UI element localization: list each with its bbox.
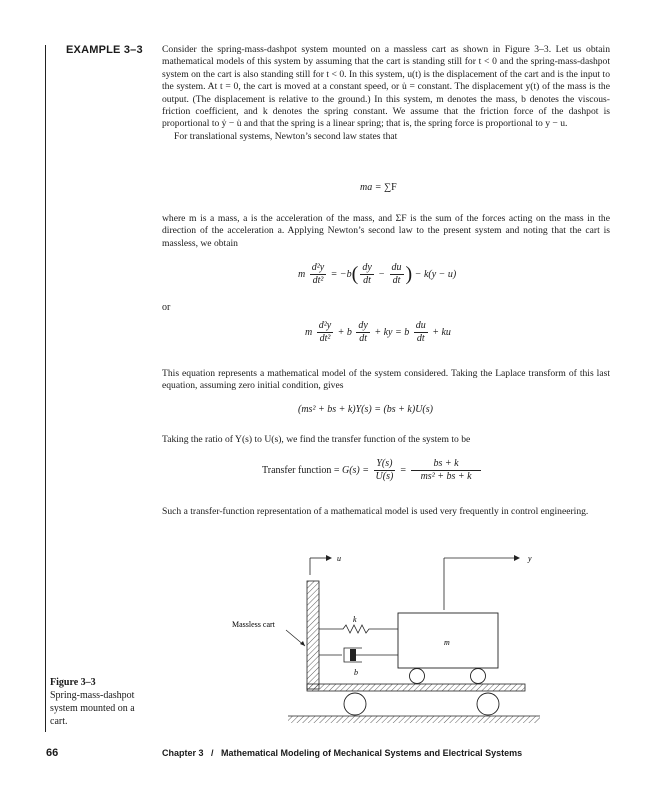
label-b: b <box>354 668 358 677</box>
ratio-text: Taking the ratio of Y(s) to U(s), we find the transfer function of the system to be <box>162 434 471 445</box>
label-m: m <box>444 638 450 647</box>
figure-caption <box>50 676 150 728</box>
dashpot <box>319 648 398 662</box>
displacement-u-arrow <box>310 555 332 575</box>
spring <box>319 625 398 633</box>
displacement-y-arrow <box>444 555 520 610</box>
figure-number: Figure 3–3 <box>50 677 96 688</box>
equation-2: m $\frac{\text{d²y}}{\text{dt²}}$ + b $\frac{dy}{dt}$ + ky = b $\frac{du}{dt}$ + ku <box>305 320 451 344</box>
transfer-function-equation: Transfer function = G(s) = $\frac{Y(s)}{U(s)}$ = $\frac{bs + k}{\text{ms² + bs + k}}$ <box>262 458 483 483</box>
cart-wheel-left <box>344 693 366 715</box>
cart-wall <box>307 581 319 689</box>
label-massless-cart: Massless cart <box>232 620 275 629</box>
laplace-text: This equation represents a mathematical model of the system considered. Taking the Laplace transform of this last equation, assuming zero initial condition, gives <box>162 368 610 392</box>
label-y: y <box>528 554 532 563</box>
laplace-equation: (ms² + bs + k)Y(s) = (bs + k)U(s) <box>298 404 433 415</box>
chapter-footer: Chapter 3 / Mathematical Modeling of Mechanical Systems and Electrical Systems <box>162 748 523 758</box>
where-paragraph <box>162 213 610 250</box>
intro-text: Consider the spring-mass-dashpot system mounted on a massless cart as shown in Figure 3–3. Let us obtain mathematical models of this system by assuming that the cart is standing still for t < 0 and the spring-mass-dashpot system on the cart is also standing still for t < 0. In this system, u(t) is the displacement of the cart and is the input to the system. At t = 0, the cart is moved at a constant speed, or u̇ = constant. The displacement y(t) of the mass is the output. (The displacement is relative to the ground.) In this system, m denotes the mass, b denotes the viscous-friction coefficient, and k denotes the spring constant. We assume that the friction force of the dashpot is proportional to ẏ − u̇ and that the spring is a linear spring; that is, the spring force is proportional to y − u. <box>162 44 610 130</box>
intro-paragraph <box>162 44 610 143</box>
label-k: k <box>353 615 357 624</box>
closing-text: Such a transfer-function representation of a mathematical model is used very frequently in control engineering. <box>162 506 589 517</box>
where-text: where m is a mass, a is the acceleration of the mass, and ΣF is the sum of the forces acting on the mass in the direction of the acceleration a. Applying Newton’s second law to the present system and noting that the cart is massless, we obtain <box>162 213 610 249</box>
mass-roller-right <box>471 669 486 684</box>
laplace-paragraph <box>162 368 610 393</box>
cart-wheel-right <box>477 693 499 715</box>
example-label: EXAMPLE 3–3 <box>66 44 143 56</box>
ground <box>288 716 540 723</box>
newton-equation: ma = ∑F <box>360 182 397 193</box>
figure-diagram <box>220 545 550 735</box>
closing-paragraph <box>162 506 610 518</box>
newton-text: For translational systems, Newton’s second law states that <box>174 130 398 142</box>
figure-caption-text: Spring-mass-dashpot system mounted on a cart. <box>50 690 135 727</box>
label-u: u <box>337 554 341 563</box>
cart-leader-arrowhead <box>300 641 305 646</box>
or-label: or <box>162 302 171 313</box>
ratio-paragraph <box>162 434 610 446</box>
margin-rule <box>45 45 46 732</box>
page-number: 66 <box>46 747 59 759</box>
equation-1: m $\frac{\text{d²y}}{\text{dt²}}$ = −b( $\frac{dy}{dt}$ − $\frac{du}{dt}$ ) − k(y − u) <box>298 262 457 286</box>
cart-base <box>307 684 525 691</box>
mass-roller-left <box>410 669 425 684</box>
